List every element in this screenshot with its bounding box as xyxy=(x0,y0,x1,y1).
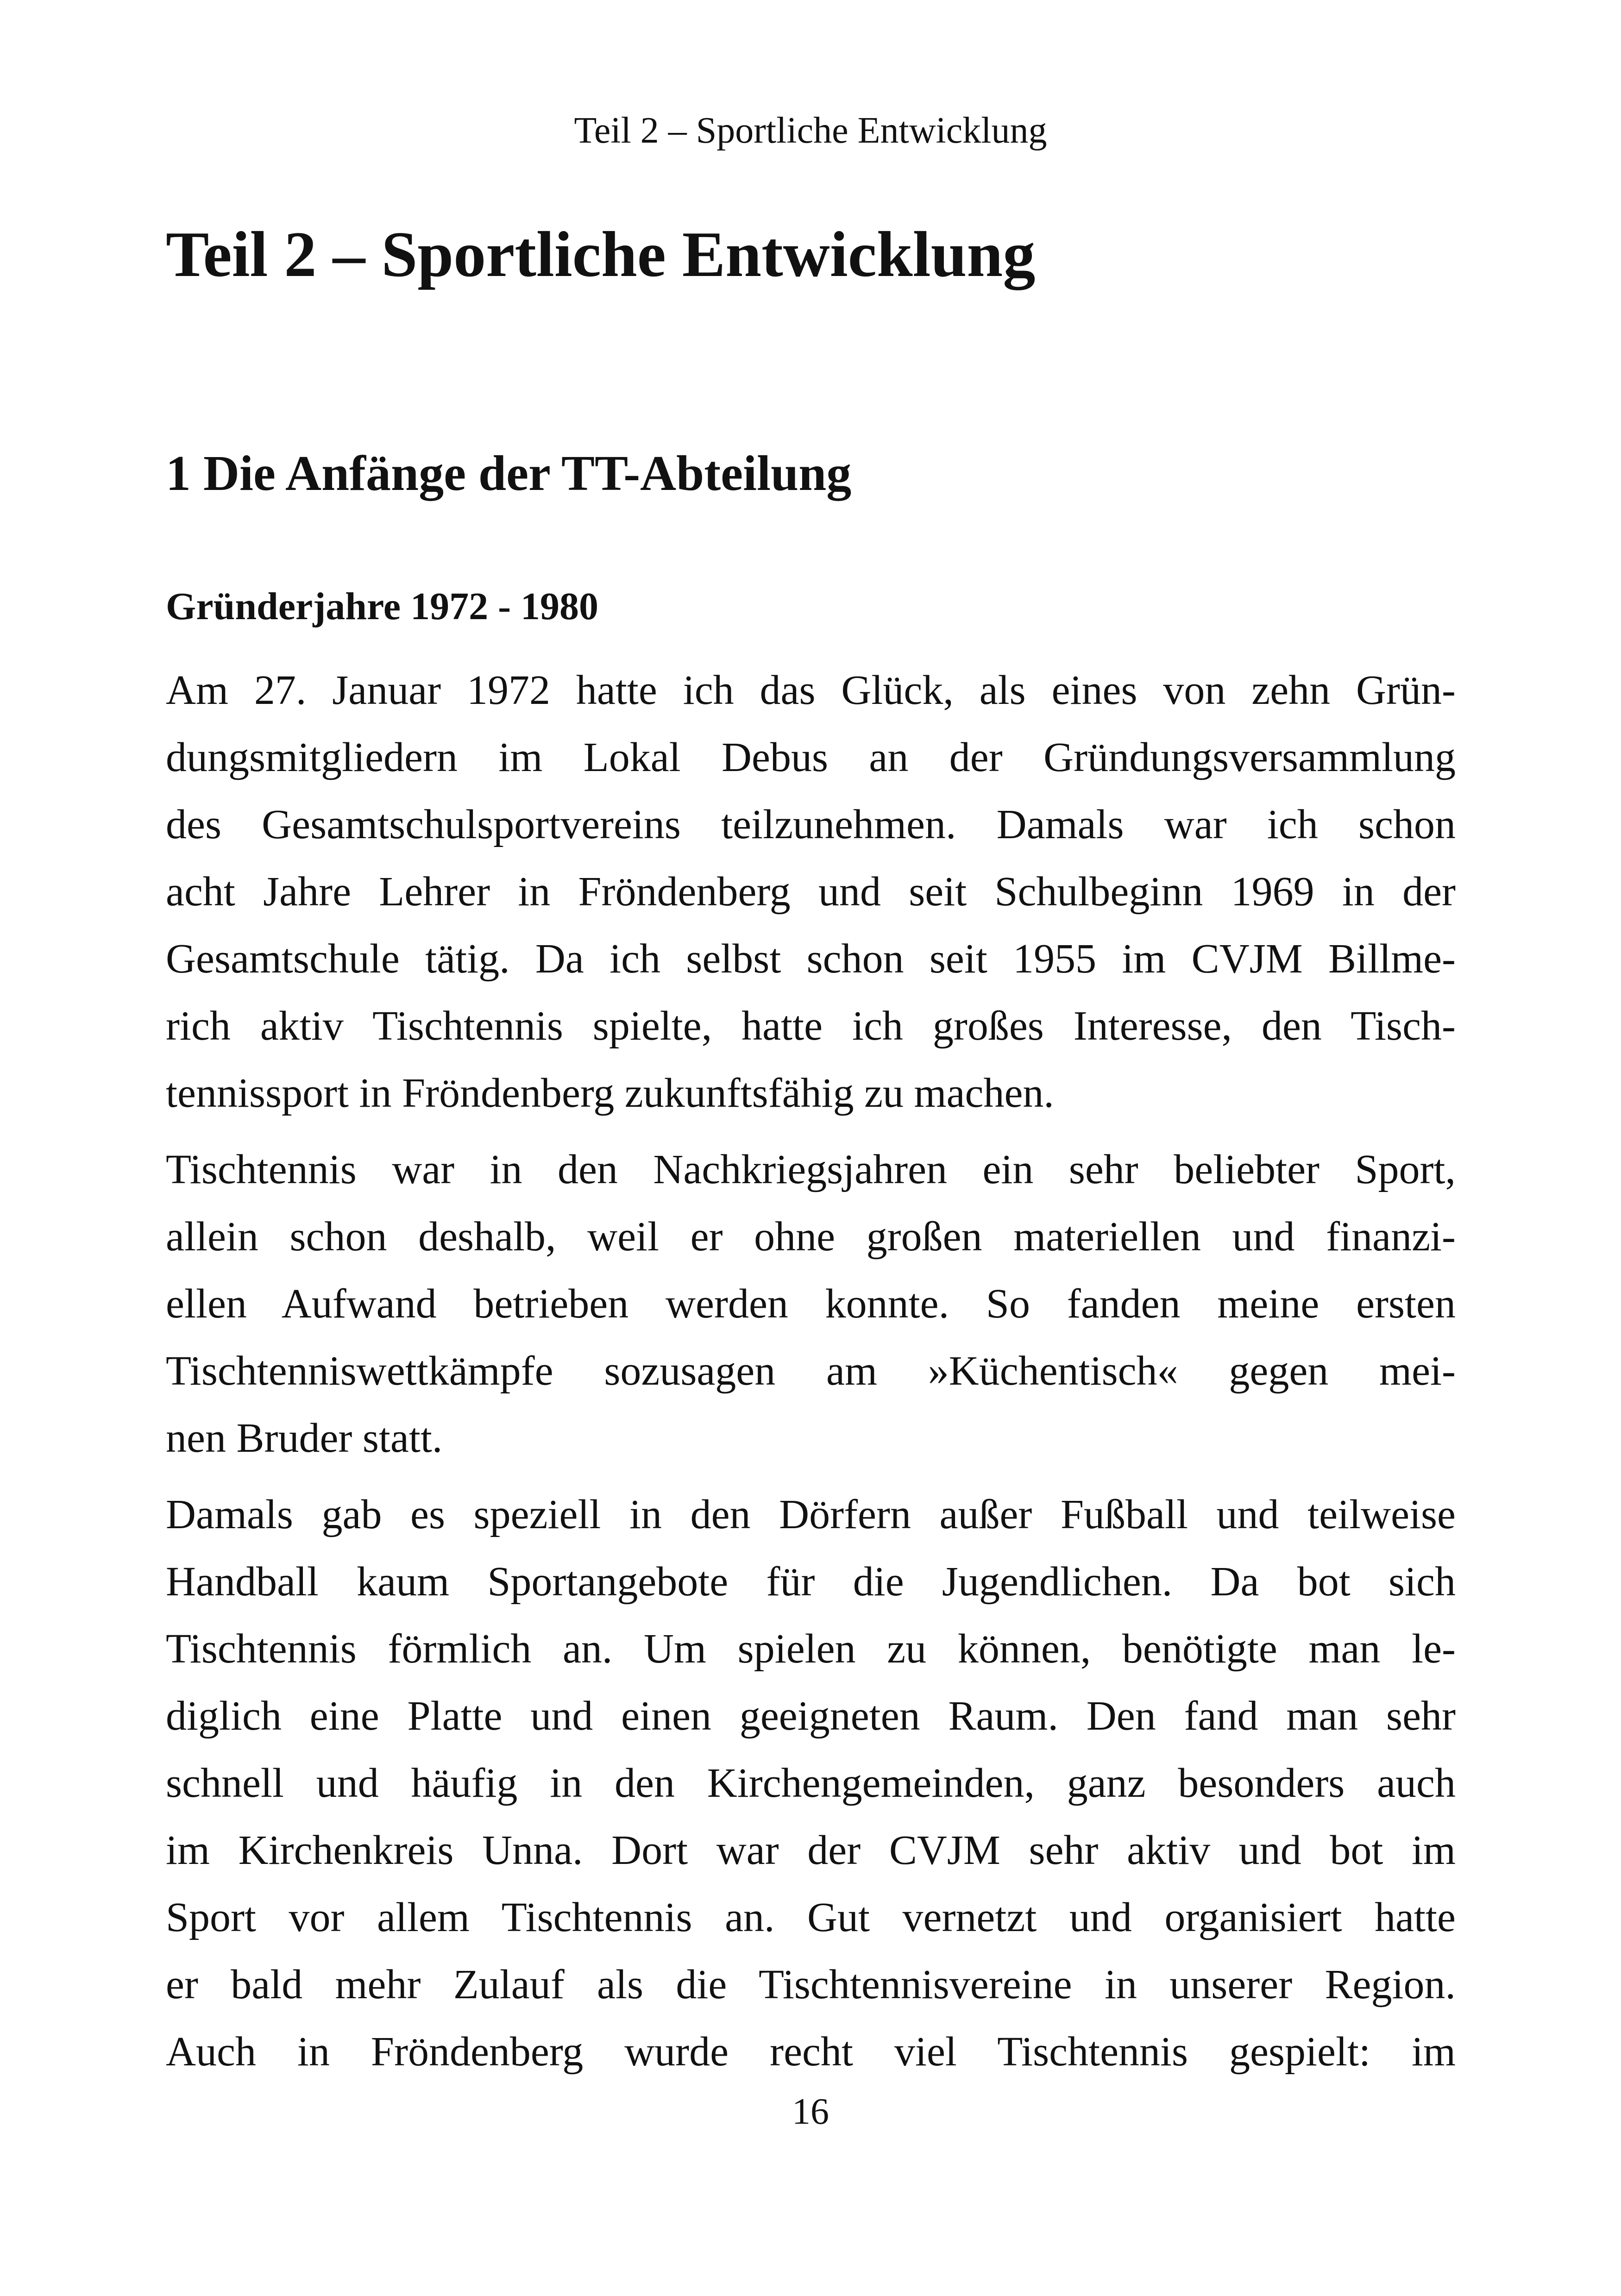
text-line: Tischtennis war in den Nachkriegsjahren ein sehr beliebter Sport, xyxy=(166,1147,1456,1192)
paragraph xyxy=(166,1481,1456,2085)
text-line: nen Bruder statt. xyxy=(166,1415,443,1461)
text-line: er bald mehr Zulauf als die Tischtennisvereine in unserer Region. xyxy=(166,1962,1456,2007)
text-line: dungsmitgliedern im Lokal Debus an der Gründungsversammlung xyxy=(166,734,1456,780)
text-line: des Gesamtschulsportvereins teilzunehmen. Damals war ich schon xyxy=(166,802,1456,847)
body-text xyxy=(166,657,1456,2095)
paragraph xyxy=(166,657,1456,1127)
part-title: Teil 2 – Sportliche Entwicklung xyxy=(166,219,1036,290)
text-line: allein schon deshalb, weil er ohne großen materiellen und finanzi- xyxy=(166,1214,1456,1260)
text-line: tennissport in Fröndenberg zukunftsfähig zu machen. xyxy=(166,1070,1054,1116)
page-number: 16 xyxy=(792,2091,829,2132)
text-line: Sport vor allem Tischtennis an. Gut vernetzt und organisiert hatte xyxy=(166,1895,1456,1940)
text-line: Handball kaum Sportangebote für die Jugendlichen. Da bot sich xyxy=(166,1559,1456,1605)
section-title: Gründerjahre 1972 - 1980 xyxy=(166,585,599,628)
chapter-title: 1 Die Anfänge der TT-Abteilung xyxy=(166,446,852,501)
text-line: schnell und häufig in den Kirchengemeinden, ganz besonders auch xyxy=(166,1760,1456,1806)
running-head: Teil 2 – Sportliche Entwicklung xyxy=(574,110,1047,151)
text-line: rich aktiv Tischtennis spielte, hatte ich großes Interesse, den Tisch- xyxy=(166,1003,1456,1049)
text-line: acht Jahre Lehrer in Fröndenberg und seit Schulbeginn 1969 in der xyxy=(166,869,1456,915)
text-line: Gesamtschule tätig. Da ich selbst schon seit 1955 im CVJM Billme- xyxy=(166,936,1456,982)
text-line: diglich eine Platte und einen geeigneten Raum. Den fand man sehr xyxy=(166,1693,1456,1739)
paragraph xyxy=(166,1136,1456,1472)
text-line: Damals gab es speziell in den Dörfern außer Fußball und teilweise xyxy=(166,1492,1456,1537)
text-line: Am 27. Januar 1972 hatte ich das Glück, als eines von zehn Grün- xyxy=(166,667,1456,713)
text-line: Tischtennis förmlich an. Um spielen zu können, benötigte man le- xyxy=(166,1626,1456,1672)
text-line: ellen Aufwand betrieben werden konnte. So fanden meine ersten xyxy=(166,1281,1456,1327)
text-line: im Kirchenkreis Unna. Dort war der CVJM sehr aktiv und bot im xyxy=(166,1827,1456,1873)
text-line: Auch in Fröndenberg wurde recht viel Tischtennis gespielt: im xyxy=(166,2029,1456,2075)
text-line: Tischtenniswettkämpfe sozusagen am »Küchentisch« gegen mei- xyxy=(166,1348,1456,1394)
